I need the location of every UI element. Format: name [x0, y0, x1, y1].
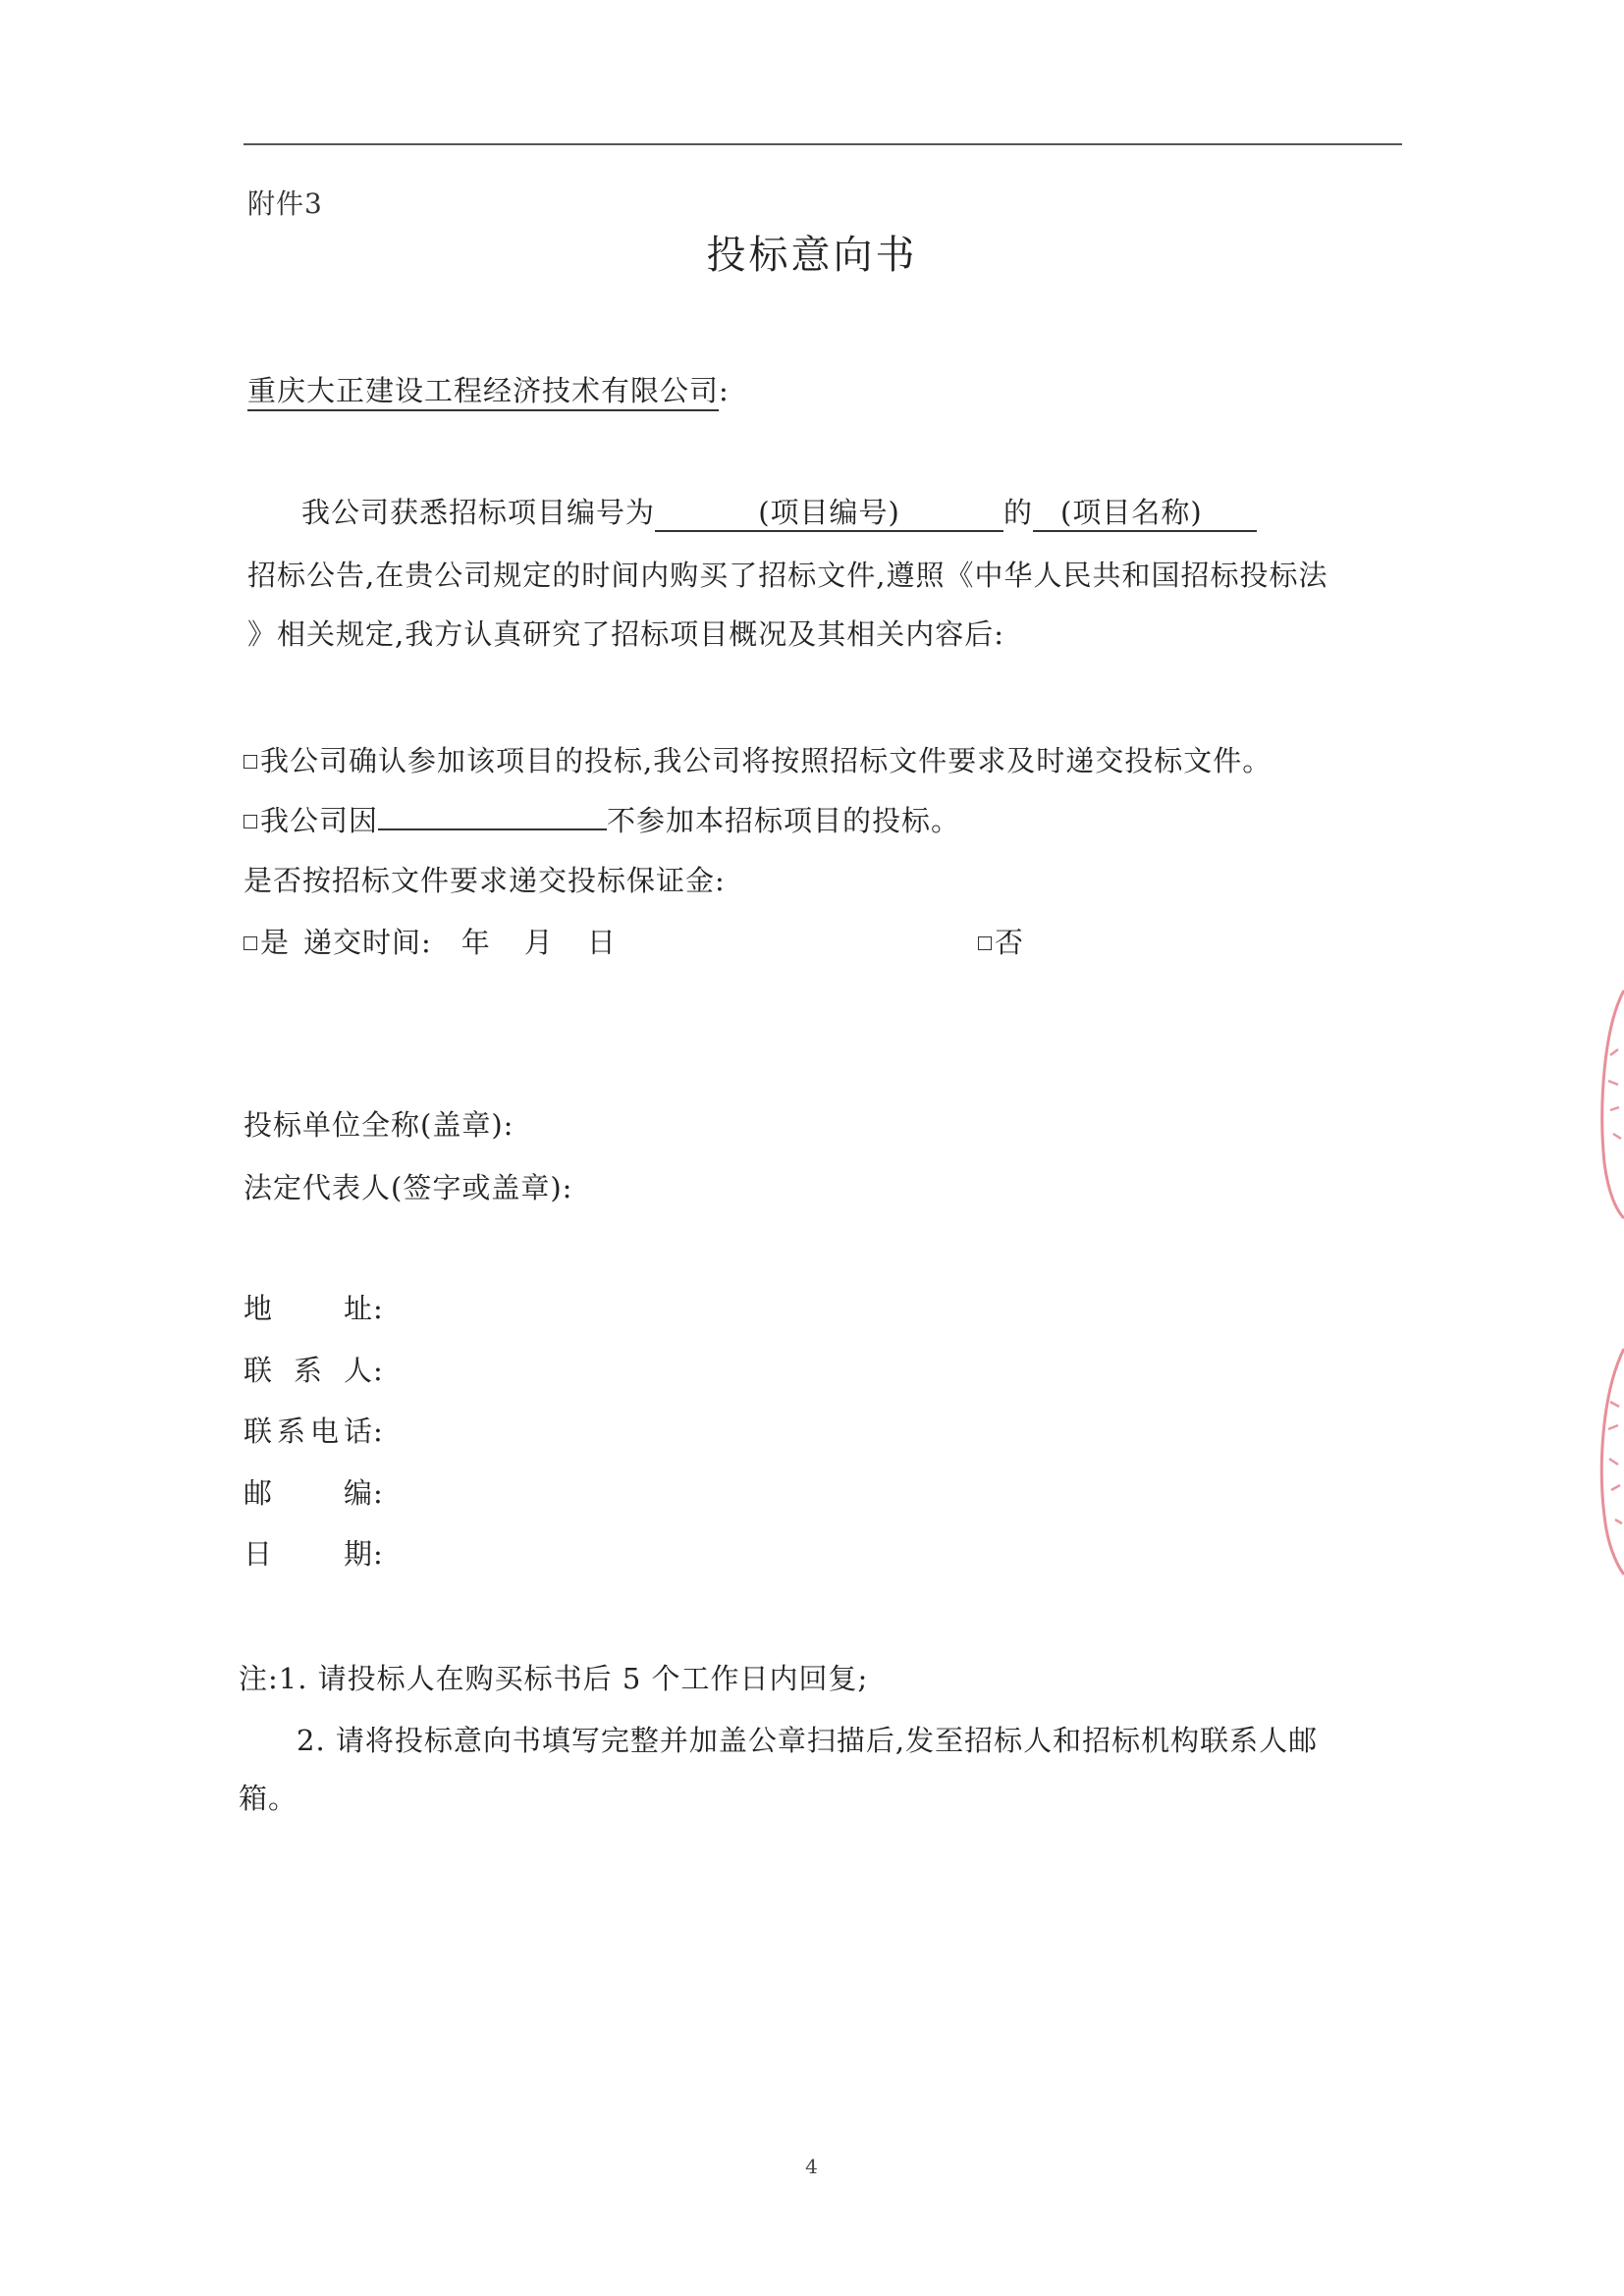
phone-label: 联系电话 [244, 1415, 373, 1448]
intro-line-2: 招标公告,在贵公司规定的时间内购买了招标文件,遵照《中华人民共和国招标投标法 [247, 559, 1328, 592]
participate-option[interactable] [244, 741, 1272, 780]
address-row [244, 1289, 384, 1328]
company-seal-label: 投标单位全称(盖章): [244, 1108, 514, 1142]
postcode-label: 邮编 [244, 1476, 373, 1510]
decline-label-start: 我公司因 [260, 804, 379, 837]
date-colon: : [373, 1537, 384, 1571]
deposit-yes-label: 是 [260, 926, 291, 959]
recipient-name: 重庆大正建设工程经济技术有限公司 [247, 374, 719, 411]
seal-stamp-icon-lower [1581, 1343, 1624, 1578]
deposit-no-label: 否 [995, 926, 1025, 959]
note-line-1: 注:1. 请投标人在购买标书后 5 个工作日内回复; [239, 1662, 869, 1695]
postcode-colon: : [373, 1476, 384, 1510]
deposit-yes-option[interactable] [244, 923, 617, 962]
deposit-no-option[interactable] [978, 923, 1024, 962]
recipient-colon: : [719, 374, 730, 407]
intro-line-3: 》相关规定,我方认真研究了招标项目概况及其相关内容后: [247, 617, 1004, 651]
decline-label-end: 不参加本招标项目的投标。 [607, 804, 961, 837]
year-label: 年 [460, 926, 491, 959]
deposit-question: 是否按招标文件要求递交投标保证金: [244, 864, 726, 897]
seal-stamp-icon [1581, 987, 1624, 1222]
intro-text-mid: 的 [1003, 496, 1034, 529]
address-label: 地址 [244, 1292, 373, 1325]
participate-checkbox[interactable] [244, 755, 257, 769]
month-label: 月 [523, 926, 554, 959]
note-line-2: 2. 请将投标意向书填写完整并加盖公章扫描后,发至招标人和招标机构联系人邮 [297, 1724, 1319, 1757]
seal-stamp-fragment-lower [1581, 1343, 1624, 1578]
project-number-field[interactable]: (项目编号) [655, 495, 1003, 532]
intro-text-start: 我公司获悉招标项目编号为 [301, 496, 656, 529]
contact-person-colon: : [373, 1354, 384, 1387]
decline-checkbox[interactable] [244, 815, 257, 828]
day-label: 日 [586, 926, 617, 959]
project-name-field[interactable]: (项目名称) [1033, 495, 1257, 532]
phone-row [244, 1412, 384, 1451]
deposit-yes-checkbox[interactable] [244, 936, 257, 950]
submit-time-label: 递交时间: [303, 926, 432, 959]
participate-label: 我公司确认参加该项目的投标,我公司将按照招标文件要求及时递交投标文件。 [260, 744, 1272, 777]
contact-person-row [244, 1351, 384, 1390]
note-line-3: 箱。 [239, 1782, 298, 1815]
page-title: 投标意向书 [706, 233, 918, 278]
legal-rep-label: 法定代表人(签字或盖章): [244, 1171, 573, 1204]
date-row [244, 1534, 384, 1574]
deposit-no-checkbox[interactable] [978, 936, 992, 950]
intro-line-1 [301, 493, 1257, 532]
seal-stamp-fragment [1581, 987, 1624, 1222]
decline-option[interactable] [244, 801, 960, 840]
decline-reason-field[interactable] [378, 828, 607, 830]
address-colon: : [373, 1292, 384, 1325]
page-number: 4 [805, 2155, 819, 2178]
header-rule [244, 143, 1402, 145]
recipient-line [247, 371, 730, 410]
contact-person-label: 联系人 [244, 1354, 373, 1387]
attachment-label: 附件3 [247, 187, 323, 220]
postcode-row [244, 1473, 384, 1513]
date-label: 日期 [244, 1537, 373, 1571]
phone-colon: : [373, 1415, 384, 1448]
